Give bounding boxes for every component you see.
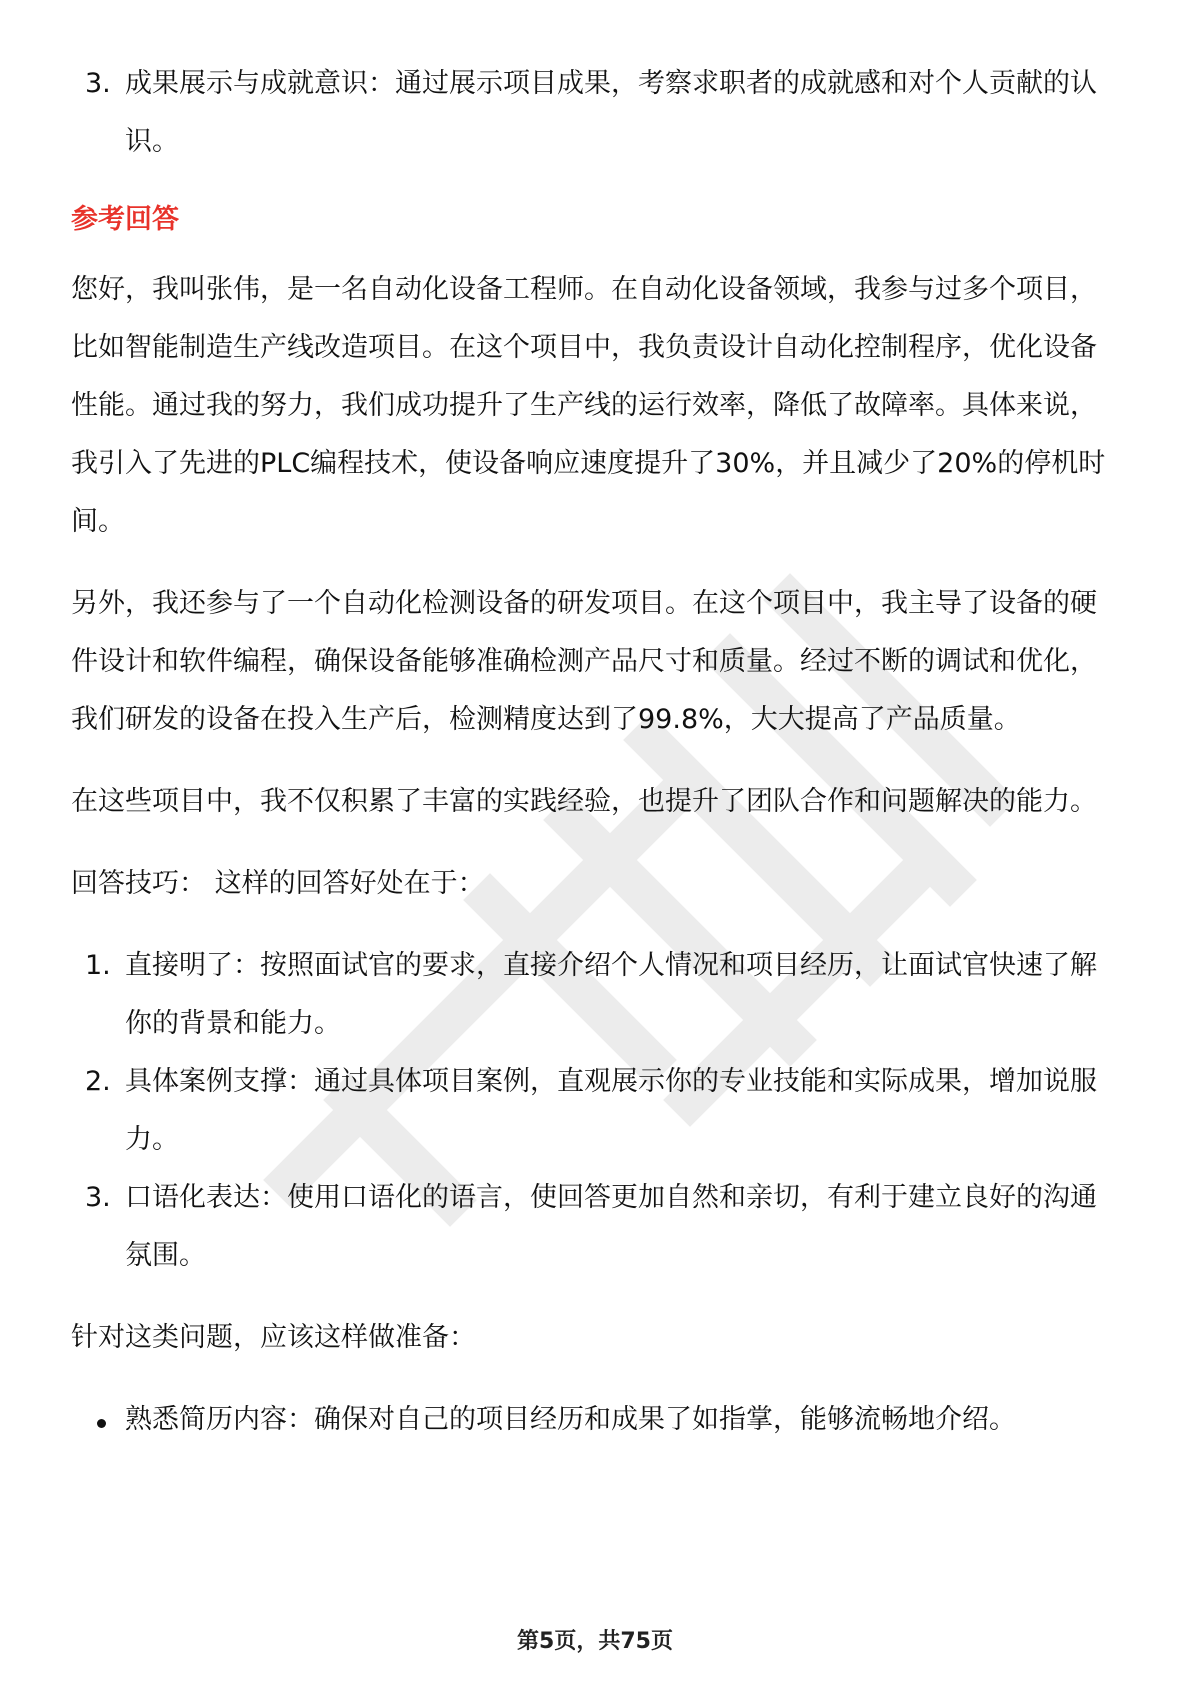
answer-paragraph: 另外，我还参与了一个自动化检测设备的研发项目。在这个项目中，我主导了设备的硬件设计和软件编程，确保设备能够准确检测产品尺寸和质量。经过不断的调试和优化，我们研发的设备在投入生产后，检测精度达到了99.8%，大大提高了产品质量。: [71, 588, 1097, 735]
document-page: [71, 55, 1123, 1449]
list-marker: 3.: [85, 68, 111, 99]
bullet-dot-icon: [97, 1419, 106, 1428]
list-item-text: 成果展示与成就意识：通过展示项目成果，考察求职者的成就感和对个人贡献的认识。: [125, 68, 1097, 157]
list-item: [71, 55, 1123, 171]
tips-list: [71, 937, 1123, 1285]
list-item: [71, 937, 1123, 1053]
list-marker: 1.: [85, 950, 111, 981]
list-item-text: 口语化表达：使用口语化的语言，使回答更加自然和亲切，有利于建立良好的沟通氛围。: [125, 1182, 1097, 1271]
list-marker: 2.: [85, 1066, 111, 1097]
prep-list: [71, 1391, 1123, 1449]
list-item: [71, 1053, 1123, 1169]
list-marker: 3.: [85, 1182, 111, 1213]
bullet-marker: [71, 1391, 125, 1449]
answer-paragraph: 在这些项目中，我不仅积累了丰富的实践经验，也提升了团队合作和问题解决的能力。: [71, 786, 1097, 817]
page-footer: 第5页，共75页: [517, 1629, 673, 1654]
intro-list: [71, 55, 1123, 171]
bullet-item-text: 熟悉简历内容：确保对自己的项目经历和成果了如指掌，能够流畅地介绍。: [125, 1404, 1016, 1435]
section-heading: 参考回答: [71, 204, 179, 235]
list-item-text: 具体案例支撑：通过具体项目案例，直观展示你的专业技能和实际成果，增加说服力。: [125, 1066, 1097, 1155]
list-item-text: 直接明了：按照面试官的要求，直接介绍个人情况和项目经历，让面试官快速了解你的背景和能力。: [125, 950, 1097, 1039]
tips-intro: 回答技巧： 这样的回答好处在于：: [71, 868, 485, 899]
prep-intro: 针对这类问题，应该这样做准备：: [71, 1322, 476, 1353]
bullet-item: [71, 1391, 1123, 1449]
answer-paragraph: 您好，我叫张伟，是一名自动化设备工程师。在自动化设备领域，我参与过多个项目，比如智能制造生产线改造项目。在这个项目中，我负责设计自动化控制程序，优化设备性能。通过我的努力，我们成功提升了生产线的运行效率，降低了故障率。具体来说，我引入了先进的PLC编程技术，使设备响应速度提升了30%，并且减少了20%的停机时间。: [71, 274, 1106, 537]
list-item: [71, 1169, 1123, 1285]
